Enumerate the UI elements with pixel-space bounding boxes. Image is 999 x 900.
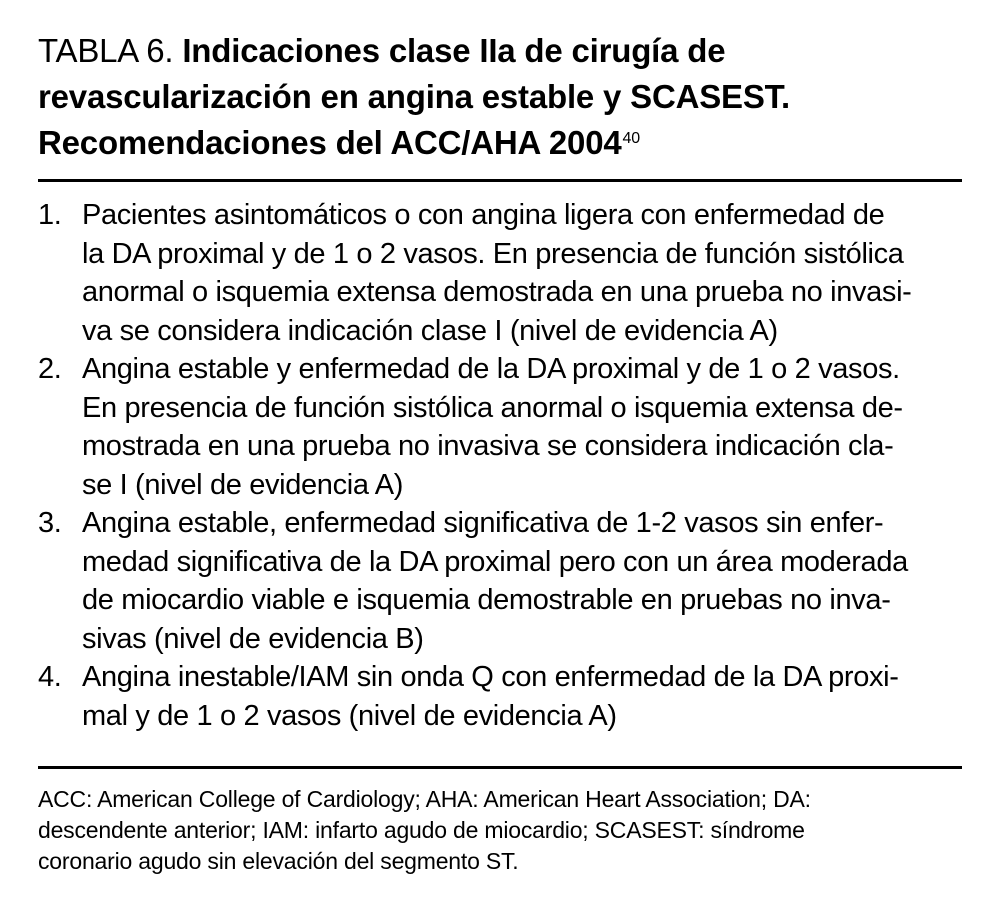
item-number: 4. (38, 661, 62, 693)
item-line: anormal o isquemia extensa demostrada en una prueba no invasi- (82, 276, 912, 308)
indications-list (38, 196, 968, 735)
list-item (38, 504, 968, 658)
footnote-line: descendente anterior; IAM: infarto agudo de miocardio; SCASEST: síndrome (38, 817, 805, 843)
item-line: Angina inestable/IAM sin onda Q con enfermedad de la DA proxi- (82, 661, 899, 693)
list-item (38, 196, 968, 350)
item-line: En presencia de función sistólica anormal o isquemia extensa de- (82, 391, 903, 424)
item-number: 3. (38, 507, 62, 539)
bottom-rule (38, 766, 962, 769)
item-line: medad significativa de la DA proximal pero con un área moderada (82, 545, 908, 578)
item-line: Angina estable, enfermedad significativa de 1-2 vasos sin enfer- (82, 507, 884, 539)
item-line: Pacientes asintomáticos o con angina ligera con enfermedad de (82, 199, 885, 231)
top-rule (38, 179, 962, 182)
list-item (38, 658, 968, 735)
item-line: de miocardio viable e isquemia demostrable en pruebas no inva- (82, 584, 891, 616)
table-footnote (38, 784, 968, 877)
item-number: 1. (38, 199, 62, 231)
list-item (38, 350, 968, 504)
item-number: 2. (38, 353, 62, 385)
table-label: TABLA 6. (38, 32, 174, 69)
item-line: la DA proximal y de 1 o 2 vasos. En presencia de función sistólica (82, 237, 904, 270)
item-line: se I (nivel de evidencia A) (82, 468, 404, 501)
table-title (38, 28, 958, 166)
table-title-text: Indicaciones clase IIa de cirugía de revascularización en angina estable y SCASEST. Recomendaciones del ACC/AHA 2004 (38, 32, 790, 161)
item-line: sivas (nivel de evidencia B) (82, 622, 424, 655)
item-line: Angina estable y enfermedad de la DA proximal y de 1 o 2 vasos. (82, 353, 900, 385)
item-line: va se considera indicación clase I (nivel de evidencia A) (82, 314, 778, 347)
footnote-line: coronario agudo sin elevación del segmento ST. (38, 848, 519, 874)
reference-number: 40 (622, 130, 640, 147)
item-line: mostrada en una prueba no invasiva se considera indicación cla- (82, 430, 894, 462)
footnote-line: ACC: American College of Cardiology; AHA: American Heart Association; DA: (38, 786, 811, 812)
item-line: mal y de 1 o 2 vasos (nivel de evidencia A) (82, 699, 617, 732)
